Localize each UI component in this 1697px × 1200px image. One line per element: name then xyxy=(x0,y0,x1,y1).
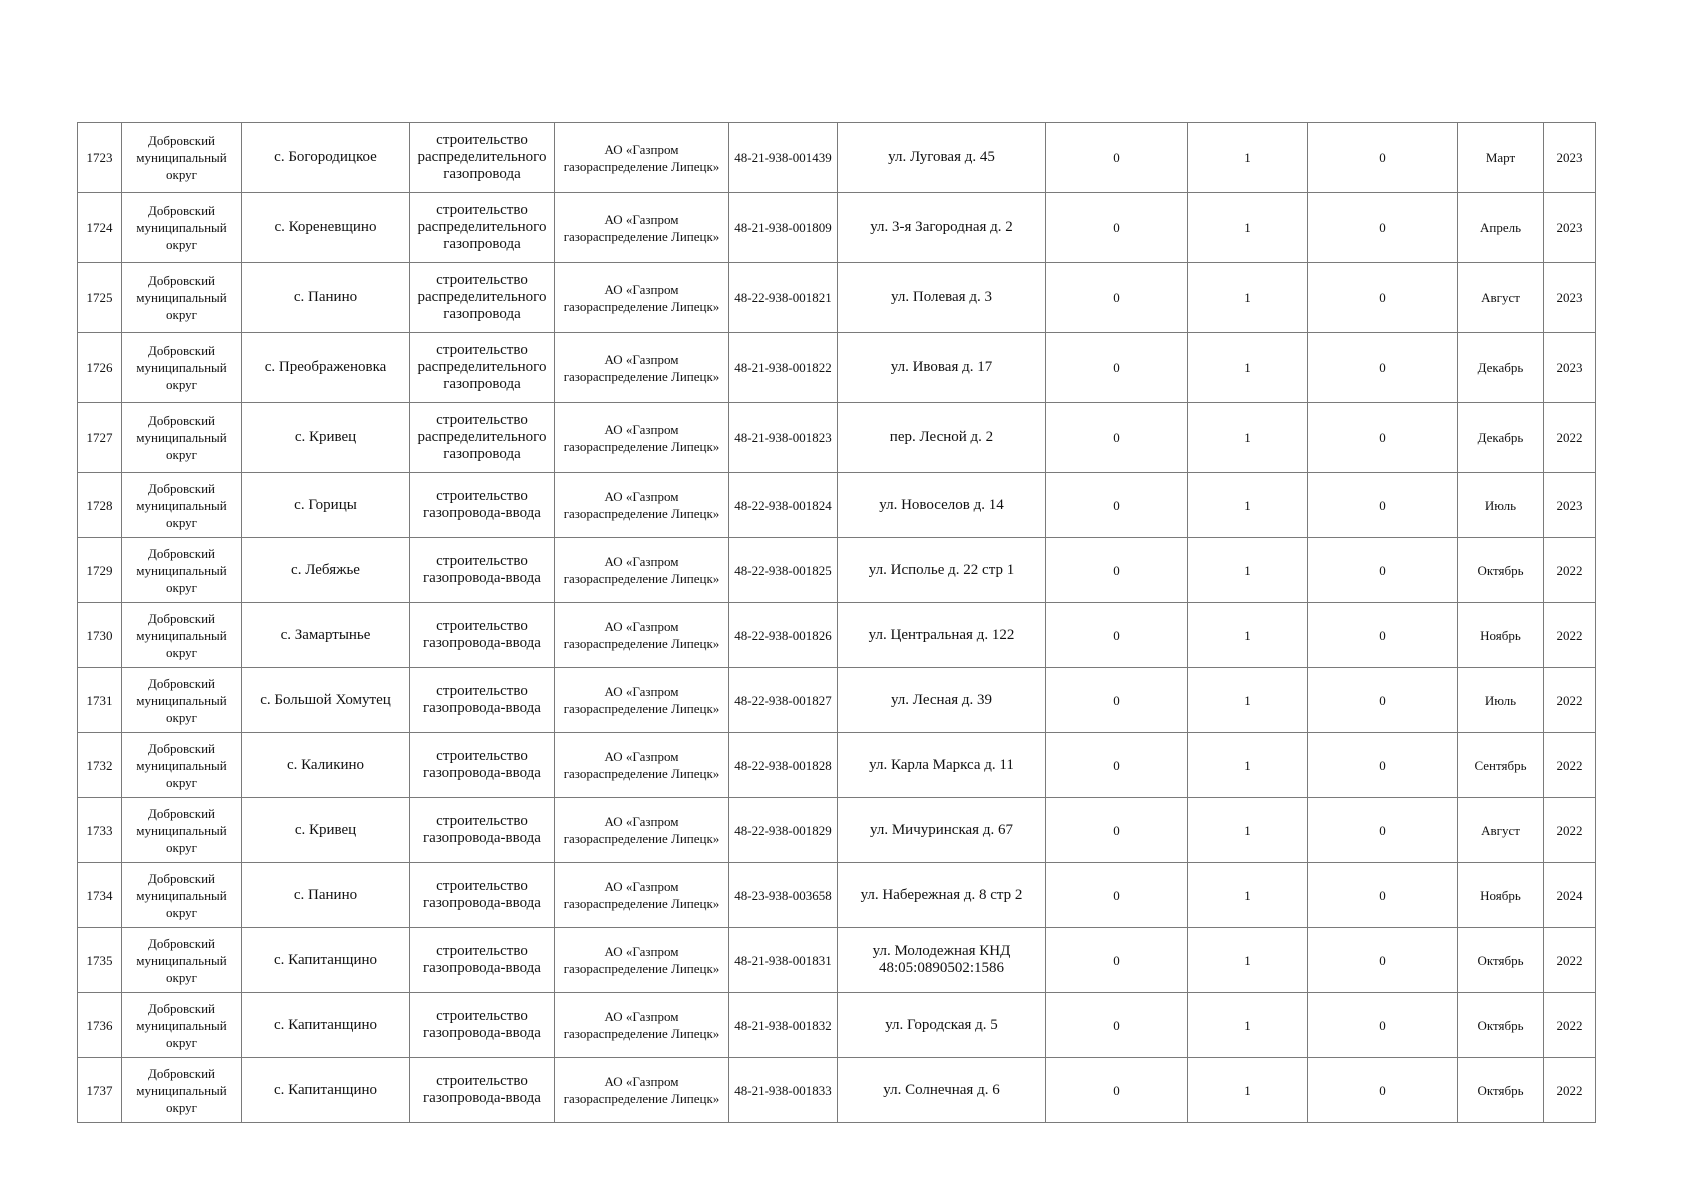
village-cell: с. Горицы xyxy=(242,473,410,538)
value-cell-1: 0 xyxy=(1046,1058,1188,1123)
work-type-cell: строительство газопровода-ввода xyxy=(410,473,555,538)
row-number-cell: 1730 xyxy=(78,603,122,668)
village-cell: с. Панино xyxy=(242,863,410,928)
address-cell: ул. Карла Маркса д. 11 xyxy=(838,733,1046,798)
organization-cell: АО «Газпром газораспределение Липецк» xyxy=(555,798,729,863)
row-number-cell: 1727 xyxy=(78,403,122,473)
application-code-cell: 48-22-938-001825 xyxy=(729,538,838,603)
address-cell: ул. Новоселов д. 14 xyxy=(838,473,1046,538)
row-number-cell: 1728 xyxy=(78,473,122,538)
address-cell: ул. Солнечная д. 6 xyxy=(838,1058,1046,1123)
address-cell: ул. Лесная д. 39 xyxy=(838,668,1046,733)
year-cell: 2022 xyxy=(1544,1058,1596,1123)
district-cell: Добровский муниципальный округ xyxy=(122,1058,242,1123)
address-cell: ул. Молодежная КНД 48:05:0890502:1586 xyxy=(838,928,1046,993)
value-cell-1: 0 xyxy=(1046,473,1188,538)
work-type-cell: строительство распределительного газопровода xyxy=(410,333,555,403)
value-cell-3: 0 xyxy=(1308,193,1458,263)
table-row xyxy=(78,733,1596,798)
application-code-cell: 48-22-938-001829 xyxy=(729,798,838,863)
value-cell-3: 0 xyxy=(1308,668,1458,733)
organization-cell: АО «Газпром газораспределение Липецк» xyxy=(555,123,729,193)
value-cell-3: 0 xyxy=(1308,403,1458,473)
value-cell-2: 1 xyxy=(1188,928,1308,993)
month-cell: Октябрь xyxy=(1458,993,1544,1058)
value-cell-3: 0 xyxy=(1308,473,1458,538)
district-cell: Добровский муниципальный округ xyxy=(122,928,242,993)
work-type-cell: строительство распределительного газопровода xyxy=(410,263,555,333)
organization-cell: АО «Газпром газораспределение Липецк» xyxy=(555,263,729,333)
address-cell: ул. Ивовая д. 17 xyxy=(838,333,1046,403)
year-cell: 2022 xyxy=(1544,403,1596,473)
row-number-cell: 1724 xyxy=(78,193,122,263)
district-cell: Добровский муниципальный округ xyxy=(122,473,242,538)
work-type-cell: строительство газопровода-ввода xyxy=(410,668,555,733)
month-cell: Август xyxy=(1458,798,1544,863)
value-cell-1: 0 xyxy=(1046,123,1188,193)
value-cell-2: 1 xyxy=(1188,263,1308,333)
village-cell: с. Каликино xyxy=(242,733,410,798)
district-cell: Добровский муниципальный округ xyxy=(122,333,242,403)
month-cell: Сентябрь xyxy=(1458,733,1544,798)
month-cell: Октябрь xyxy=(1458,1058,1544,1123)
value-cell-1: 0 xyxy=(1046,603,1188,668)
table-row xyxy=(78,863,1596,928)
row-number-cell: 1733 xyxy=(78,798,122,863)
village-cell: с. Капитанщино xyxy=(242,993,410,1058)
district-cell: Добровский муниципальный округ xyxy=(122,733,242,798)
organization-cell: АО «Газпром газораспределение Липецк» xyxy=(555,668,729,733)
address-cell: ул. Мичуринская д. 67 xyxy=(838,798,1046,863)
value-cell-2: 1 xyxy=(1188,123,1308,193)
work-type-cell: строительство газопровода-ввода xyxy=(410,733,555,798)
organization-cell: АО «Газпром газораспределение Липецк» xyxy=(555,993,729,1058)
month-cell: Июль xyxy=(1458,668,1544,733)
application-code-cell: 48-21-938-001833 xyxy=(729,1058,838,1123)
table-row xyxy=(78,538,1596,603)
month-cell: Март xyxy=(1458,123,1544,193)
address-cell: ул. Набережная д. 8 стр 2 xyxy=(838,863,1046,928)
value-cell-1: 0 xyxy=(1046,993,1188,1058)
organization-cell: АО «Газпром газораспределение Липецк» xyxy=(555,863,729,928)
value-cell-2: 1 xyxy=(1188,403,1308,473)
organization-cell: АО «Газпром газораспределение Липецк» xyxy=(555,928,729,993)
village-cell: с. Кореневщино xyxy=(242,193,410,263)
work-type-cell: строительство распределительного газопровода xyxy=(410,193,555,263)
village-cell: с. Капитанщино xyxy=(242,1058,410,1123)
row-number-cell: 1725 xyxy=(78,263,122,333)
year-cell: 2023 xyxy=(1544,473,1596,538)
table-row xyxy=(78,928,1596,993)
work-type-cell: строительство газопровода-ввода xyxy=(410,1058,555,1123)
value-cell-1: 0 xyxy=(1046,333,1188,403)
month-cell: Декабрь xyxy=(1458,403,1544,473)
year-cell: 2022 xyxy=(1544,733,1596,798)
application-code-cell: 48-22-938-001827 xyxy=(729,668,838,733)
table-row xyxy=(78,993,1596,1058)
row-number-cell: 1736 xyxy=(78,993,122,1058)
value-cell-1: 0 xyxy=(1046,263,1188,333)
month-cell: Июль xyxy=(1458,473,1544,538)
organization-cell: АО «Газпром газораспределение Липецк» xyxy=(555,1058,729,1123)
village-cell: с. Панино xyxy=(242,263,410,333)
village-cell: с. Лебяжье xyxy=(242,538,410,603)
row-number-cell: 1734 xyxy=(78,863,122,928)
district-cell: Добровский муниципальный округ xyxy=(122,123,242,193)
year-cell: 2022 xyxy=(1544,538,1596,603)
application-code-cell: 48-21-938-001822 xyxy=(729,333,838,403)
year-cell: 2023 xyxy=(1544,263,1596,333)
value-cell-3: 0 xyxy=(1308,733,1458,798)
value-cell-1: 0 xyxy=(1046,863,1188,928)
year-cell: 2022 xyxy=(1544,798,1596,863)
application-code-cell: 48-21-938-001439 xyxy=(729,123,838,193)
value-cell-3: 0 xyxy=(1308,863,1458,928)
village-cell: с. Преображеновка xyxy=(242,333,410,403)
work-type-cell: строительство газопровода-ввода xyxy=(410,928,555,993)
value-cell-1: 0 xyxy=(1046,733,1188,798)
application-code-cell: 48-22-938-001824 xyxy=(729,473,838,538)
work-type-cell: строительство распределительного газопровода xyxy=(410,123,555,193)
organization-cell: АО «Газпром газораспределение Липецк» xyxy=(555,733,729,798)
value-cell-3: 0 xyxy=(1308,123,1458,193)
row-number-cell: 1732 xyxy=(78,733,122,798)
year-cell: 2022 xyxy=(1544,993,1596,1058)
month-cell: Апрель xyxy=(1458,193,1544,263)
organization-cell: АО «Газпром газораспределение Липецк» xyxy=(555,403,729,473)
table-row xyxy=(78,403,1596,473)
value-cell-3: 0 xyxy=(1308,263,1458,333)
value-cell-2: 1 xyxy=(1188,863,1308,928)
value-cell-2: 1 xyxy=(1188,538,1308,603)
village-cell: с. Замартынье xyxy=(242,603,410,668)
address-cell: ул. Исполье д. 22 стр 1 xyxy=(838,538,1046,603)
address-cell: пер. Лесной д. 2 xyxy=(838,403,1046,473)
district-cell: Добровский муниципальный округ xyxy=(122,193,242,263)
table-row xyxy=(78,1058,1596,1123)
value-cell-1: 0 xyxy=(1046,403,1188,473)
district-cell: Добровский муниципальный округ xyxy=(122,668,242,733)
village-cell: с. Богородицкое xyxy=(242,123,410,193)
month-cell: Ноябрь xyxy=(1458,603,1544,668)
district-cell: Добровский муниципальный округ xyxy=(122,538,242,603)
gasification-table xyxy=(77,122,1596,1123)
month-cell: Август xyxy=(1458,263,1544,333)
year-cell: 2024 xyxy=(1544,863,1596,928)
district-cell: Добровский муниципальный округ xyxy=(122,798,242,863)
table-row xyxy=(78,333,1596,403)
table-row xyxy=(78,123,1596,193)
month-cell: Октябрь xyxy=(1458,928,1544,993)
address-cell: ул. Луговая д. 45 xyxy=(838,123,1046,193)
row-number-cell: 1726 xyxy=(78,333,122,403)
value-cell-1: 0 xyxy=(1046,193,1188,263)
organization-cell: АО «Газпром газораспределение Липецк» xyxy=(555,333,729,403)
year-cell: 2022 xyxy=(1544,603,1596,668)
application-code-cell: 48-21-938-001809 xyxy=(729,193,838,263)
village-cell: с. Капитанщино xyxy=(242,928,410,993)
value-cell-3: 0 xyxy=(1308,928,1458,993)
value-cell-3: 0 xyxy=(1308,993,1458,1058)
table-row xyxy=(78,603,1596,668)
district-cell: Добровский муниципальный округ xyxy=(122,403,242,473)
value-cell-2: 1 xyxy=(1188,798,1308,863)
year-cell: 2022 xyxy=(1544,928,1596,993)
value-cell-3: 0 xyxy=(1308,1058,1458,1123)
value-cell-1: 0 xyxy=(1046,798,1188,863)
month-cell: Октябрь xyxy=(1458,538,1544,603)
value-cell-3: 0 xyxy=(1308,538,1458,603)
application-code-cell: 48-22-938-001821 xyxy=(729,263,838,333)
address-cell: ул. 3-я Загородная д. 2 xyxy=(838,193,1046,263)
month-cell: Декабрь xyxy=(1458,333,1544,403)
value-cell-1: 0 xyxy=(1046,668,1188,733)
work-type-cell: строительство распределительного газопровода xyxy=(410,403,555,473)
application-code-cell: 48-21-938-001823 xyxy=(729,403,838,473)
value-cell-2: 1 xyxy=(1188,993,1308,1058)
value-cell-1: 0 xyxy=(1046,538,1188,603)
value-cell-2: 1 xyxy=(1188,668,1308,733)
village-cell: с. Кривец xyxy=(242,403,410,473)
value-cell-3: 0 xyxy=(1308,333,1458,403)
value-cell-2: 1 xyxy=(1188,473,1308,538)
table-row xyxy=(78,193,1596,263)
village-cell: с. Большой Хомутец xyxy=(242,668,410,733)
row-number-cell: 1731 xyxy=(78,668,122,733)
year-cell: 2023 xyxy=(1544,193,1596,263)
address-cell: ул. Центральная д. 122 xyxy=(838,603,1046,668)
value-cell-1: 0 xyxy=(1046,928,1188,993)
application-code-cell: 48-22-938-001828 xyxy=(729,733,838,798)
application-code-cell: 48-21-938-001832 xyxy=(729,993,838,1058)
village-cell: с. Кривец xyxy=(242,798,410,863)
application-code-cell: 48-23-938-003658 xyxy=(729,863,838,928)
value-cell-2: 1 xyxy=(1188,1058,1308,1123)
application-code-cell: 48-21-938-001831 xyxy=(729,928,838,993)
table-row xyxy=(78,263,1596,333)
district-cell: Добровский муниципальный округ xyxy=(122,863,242,928)
value-cell-2: 1 xyxy=(1188,733,1308,798)
row-number-cell: 1729 xyxy=(78,538,122,603)
value-cell-3: 0 xyxy=(1308,603,1458,668)
work-type-cell: строительство газопровода-ввода xyxy=(410,798,555,863)
row-number-cell: 1735 xyxy=(78,928,122,993)
district-cell: Добровский муниципальный округ xyxy=(122,603,242,668)
work-type-cell: строительство газопровода-ввода xyxy=(410,603,555,668)
address-cell: ул. Городская д. 5 xyxy=(838,993,1046,1058)
organization-cell: АО «Газпром газораспределение Липецк» xyxy=(555,473,729,538)
year-cell: 2022 xyxy=(1544,668,1596,733)
row-number-cell: 1723 xyxy=(78,123,122,193)
district-cell: Добровский муниципальный округ xyxy=(122,993,242,1058)
organization-cell: АО «Газпром газораспределение Липецк» xyxy=(555,603,729,668)
application-code-cell: 48-22-938-001826 xyxy=(729,603,838,668)
value-cell-2: 1 xyxy=(1188,603,1308,668)
organization-cell: АО «Газпром газораспределение Липецк» xyxy=(555,193,729,263)
year-cell: 2023 xyxy=(1544,333,1596,403)
work-type-cell: строительство газопровода-ввода xyxy=(410,538,555,603)
work-type-cell: строительство газопровода-ввода xyxy=(410,993,555,1058)
table-row xyxy=(78,473,1596,538)
value-cell-2: 1 xyxy=(1188,333,1308,403)
address-cell: ул. Полевая д. 3 xyxy=(838,263,1046,333)
month-cell: Ноябрь xyxy=(1458,863,1544,928)
value-cell-2: 1 xyxy=(1188,193,1308,263)
table-body xyxy=(78,123,1596,1123)
organization-cell: АО «Газпром газораспределение Липецк» xyxy=(555,538,729,603)
district-cell: Добровский муниципальный округ xyxy=(122,263,242,333)
value-cell-3: 0 xyxy=(1308,798,1458,863)
work-type-cell: строительство газопровода-ввода xyxy=(410,863,555,928)
year-cell: 2023 xyxy=(1544,123,1596,193)
table-row xyxy=(78,798,1596,863)
table-row xyxy=(78,668,1596,733)
row-number-cell: 1737 xyxy=(78,1058,122,1123)
